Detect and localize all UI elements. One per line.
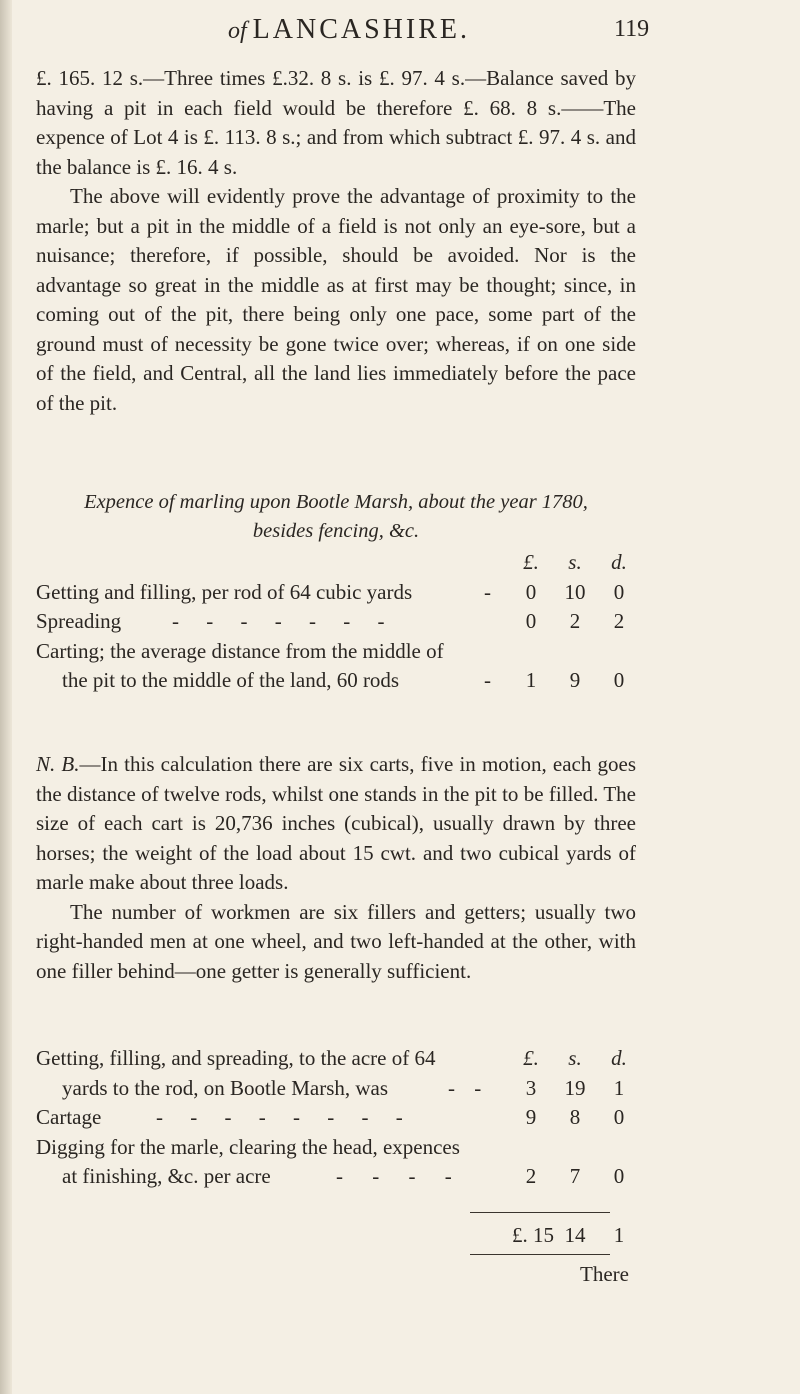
row-description: Spreading — [36, 609, 122, 633]
row-shillings: 9 — [569, 668, 581, 692]
table-row — [36, 578, 636, 608]
row-description: Getting and filling, per rod of 64 cubic yards — [36, 579, 413, 604]
total-pence: 1 — [613, 1223, 625, 1247]
acre-total-row — [36, 1220, 636, 1250]
expence-table-title — [36, 488, 636, 546]
row-description: the pit to the middle of the land, 60 rods — [62, 668, 400, 692]
row-shillings: 10 — [564, 579, 586, 604]
total-shillings: 14 — [564, 1223, 586, 1247]
row-pence: 0 — [613, 668, 625, 692]
expence-title-line-1: Expence of marling upon Bootle Marsh, about the year 1780, — [84, 491, 588, 513]
expence-table — [36, 548, 636, 696]
row-pounds: 3 — [525, 1075, 537, 1100]
table-row — [36, 637, 636, 667]
row-description: Carting; the average distance from the middle of — [36, 638, 444, 663]
acre-table — [36, 1044, 636, 1192]
body-text — [36, 64, 636, 418]
column-pence: d. — [611, 1046, 627, 1070]
nota-bene-label: N. B. — [36, 752, 80, 776]
column-pence: d. — [611, 550, 627, 574]
row-description: Digging for the marle, clearing the head, expences — [36, 1134, 460, 1159]
paragraph-workmen: The number of workmen are six fillers and getters; usually two right-handed men at one wheel, and two left-handed at the other, with one filler behind—one getter is generally sufficient. — [36, 899, 636, 983]
row-pence: 2 — [613, 609, 625, 633]
nota-bene — [36, 750, 636, 898]
sum-rule-top — [470, 1212, 610, 1213]
row-pence: 1 — [613, 1075, 625, 1100]
nota-bene-text: —In this calculation there are six carts, five in motion, each goes the distance of twelve rods, whilst one stands in the pit to be filled. The size of each cart is 20,736 inches (cubical), usually drawn by three horses; the weight of the load about 15 cwt. and two cubical yards of marle make about three loads. — [36, 752, 636, 894]
row-leader: - - - - - - - — [172, 609, 385, 633]
table-row — [36, 1103, 636, 1133]
note-section — [36, 750, 636, 986]
paragraph-balance: £. 165. 12 s.—Three times £.32. 8 s. is £. 97. 4 s.—Balance saved by having a pit in each field would be therefore £. 68. 8 s.——The expence of Lot 4 is £. 113. 8 s.; and from which subtract £. 97. 4 s. and the balance is £. 16. 4 s. — [36, 66, 636, 179]
row-shillings: 7 — [569, 1164, 581, 1188]
row-description: Cartage — [36, 1105, 102, 1129]
page-number: 119 — [614, 16, 650, 42]
table-row — [36, 607, 636, 637]
row-shillings: 2 — [569, 609, 581, 633]
running-title-text: LANCASHIRE. — [252, 14, 471, 45]
catchword: There — [580, 1262, 629, 1286]
row-pounds: 1 — [525, 668, 537, 692]
table-row — [36, 666, 636, 696]
row-pounds: 0 — [525, 579, 537, 604]
running-title-of: of — [228, 18, 247, 44]
sum-rule-bottom — [470, 1254, 610, 1255]
row-pence: 0 — [613, 1164, 625, 1188]
column-shillings: s. — [568, 1046, 582, 1070]
expence-column-header — [36, 548, 636, 578]
paragraph-proximity: The above will evidently prove the advantage of proximity to the marle; but a pit in the middle of a field is not only an eye-sore, but a nuisance; therefore, if possible, should be avoided. Nor is the advantage so great in the middle as at first may be thought; since, in coming out of the pit, there being only one pace, some part of the ground must of necessity be gone twice over; whereas, if on one side of the field, and Central, all the land lies immediately before the pace of the pit. — [36, 184, 636, 415]
row-pounds: 2 — [525, 1164, 537, 1188]
row-description: yards to the rod, on Bootle Marsh, was — [62, 1075, 389, 1100]
running-header — [0, 2, 800, 62]
row-leader: - - - - — [336, 1164, 452, 1188]
row-leader: - — [484, 579, 491, 604]
row-pence: 0 — [613, 1105, 625, 1129]
table-row — [36, 1044, 636, 1074]
table-row — [36, 1074, 636, 1104]
row-description: at finishing, &c. per acre — [62, 1164, 271, 1188]
table-row — [36, 1162, 636, 1192]
page-gutter — [0, 0, 12, 1394]
total-pounds: £. 15 — [512, 1223, 554, 1247]
column-pounds: £. — [523, 550, 539, 574]
row-description: Getting, filling, and spreading, to the acre of 64 — [36, 1046, 436, 1070]
row-leader: - — [484, 668, 491, 692]
expence-title-line-2: besides fencing, &c. — [252, 520, 420, 542]
row-shillings: 19 — [564, 1075, 586, 1100]
running-title — [228, 14, 470, 46]
row-pounds: 9 — [525, 1105, 537, 1129]
column-shillings: s. — [568, 550, 582, 574]
row-leader: - - — [448, 1075, 482, 1100]
table-row — [36, 1133, 636, 1163]
row-pence: 0 — [613, 579, 625, 604]
row-leader: - - - - - - - - — [156, 1105, 403, 1129]
row-pounds: 0 — [525, 609, 537, 633]
row-shillings: 8 — [569, 1105, 581, 1129]
column-pounds: £. — [523, 1046, 539, 1070]
